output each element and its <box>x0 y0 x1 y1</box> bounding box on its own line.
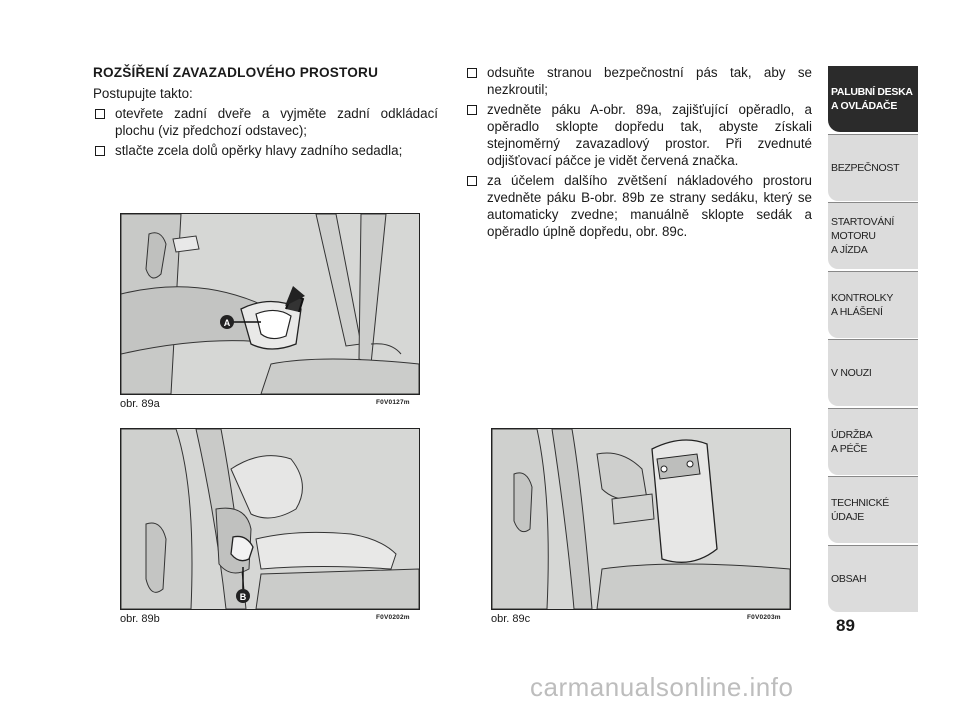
tab-label: PALUBNÍ DESKA A OVLÁDAČE <box>831 86 913 112</box>
list-item-text: zvedněte páku A-obr. 89a, zajišťující opěradlo, a opěradlo sklopte dopředu tak, abyste získali stejnoměrný zavazadlový prostor. Při zvednuté odjišťovací páčce je vidět červená značka. <box>487 102 812 168</box>
left-column <box>93 64 438 162</box>
figure-89b <box>120 428 420 610</box>
chapter-sidebar <box>828 66 918 613</box>
list-item-text: odsuňte stranou bezpečnostní pás tak, aby se nezkroutil; <box>487 65 812 97</box>
checkbox-bullet-icon <box>467 105 477 115</box>
tab-bezpecnost[interactable] <box>828 134 918 201</box>
list-item-text: stlačte zcela dolů opěrky hlavy zadního sedadla; <box>115 143 403 158</box>
tab-label: V NOUZI <box>831 367 872 379</box>
figure-caption: obr. 89a <box>120 398 160 410</box>
tab-v-nouzi[interactable] <box>828 339 918 406</box>
figure-caption: obr. 89b <box>120 613 160 625</box>
list-item <box>465 101 812 169</box>
tab-label: BEZPEČNOST <box>831 161 900 174</box>
tab-label: OBSAH <box>831 572 867 585</box>
list-item <box>465 172 812 240</box>
right-column <box>465 64 812 243</box>
figure-code: F0V0127m <box>376 399 410 406</box>
watermark: carmanualsonline.info <box>530 672 794 702</box>
list-item <box>93 105 438 139</box>
tab-technicke-udaje[interactable] <box>828 476 918 543</box>
folded-seat-illustration <box>492 429 790 609</box>
tab-label: ÚDRŽBA A PÉČE <box>831 428 873 455</box>
list-item-text: za účelem dalšího zvětšení nákladového prostoru zvedněte páku B-obr. 89b ze strany sedáku, který se automaticky zvedne; manuálně sklopte sedák a opěradlo úplně dopředu, obr. 89c. <box>487 173 812 239</box>
checkbox-bullet-icon <box>95 146 105 156</box>
list-item <box>93 142 438 159</box>
tab-udrzba[interactable] <box>828 408 918 475</box>
figure-caption: obr. 89c <box>491 613 531 625</box>
seat-lever-illustration <box>121 214 419 394</box>
figure-code: F0V0202m <box>376 614 410 621</box>
tab-label: STARTOVÁNÍ MOTORU A JÍZDA <box>831 216 894 256</box>
figure-code: F0V0203m <box>747 614 781 621</box>
intro-text: Postupujte takto: <box>93 86 193 101</box>
marker-b-label: B <box>239 592 247 602</box>
list-item-text: otevřete zadní dveře a vyjměte zadní odkládací plochu (viz předchozí odstavec); <box>115 106 438 138</box>
tab-obsah[interactable] <box>828 545 918 612</box>
section-heading: ROZŠÍŘENÍ ZAVAZADLOVÉHO PROSTORU <box>93 65 379 80</box>
checkbox-bullet-icon <box>467 176 477 186</box>
figure-89c <box>491 428 791 610</box>
tab-label: TECHNICKÉ ÚDAJE <box>831 497 889 523</box>
checkbox-bullet-icon <box>467 68 477 78</box>
tab-startovani[interactable] <box>828 202 918 269</box>
seat-release-lever-illustration <box>121 429 419 609</box>
list-item <box>465 64 812 98</box>
tab-palubni-deska[interactable] <box>828 66 918 132</box>
tab-label: KONTROLKY A HLÁŠENÍ <box>831 291 894 318</box>
figure-89a <box>120 213 420 395</box>
checkbox-bullet-icon <box>95 109 105 119</box>
marker-a-label: A <box>223 318 231 328</box>
page-number: 89 <box>836 616 855 635</box>
tab-kontrolky[interactable] <box>828 271 918 338</box>
